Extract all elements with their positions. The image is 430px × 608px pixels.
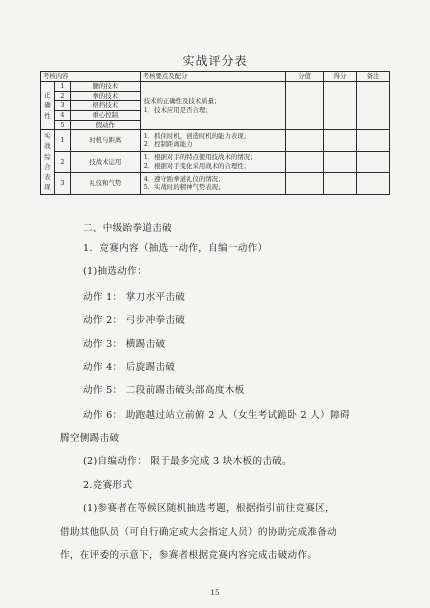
- criteria-cell: 4．遵守跆拳道礼仪的情况； 5．实战时的精神气势表现；: [140, 173, 286, 195]
- score-got-cell: [324, 151, 357, 173]
- remark-cell: [357, 151, 390, 173]
- score-value-cell: [286, 130, 324, 152]
- row-number: 2: [54, 91, 70, 101]
- remark-cell: [357, 82, 390, 130]
- paragraph: 作，在评委的示意下，参赛者根据竞赛内容完成击破动作。: [60, 550, 318, 561]
- criteria-cell: 1．根据对手的特点使用技战术的情况； 2．根据对手变化采用战术的合理性；: [140, 151, 286, 173]
- criteria-cell: 技术的正确性及技术质量； 1．技术应用是否合理；: [140, 82, 286, 130]
- action-item: 动作 5： 二段前踢击破头部高度木板: [83, 385, 245, 396]
- remark-cell: [357, 173, 390, 195]
- paragraph: 2.竞赛形式: [83, 480, 133, 491]
- row-item: 拳的技术: [70, 91, 140, 101]
- header-score-value: 分值: [286, 72, 324, 82]
- table-row: [41, 151, 390, 173]
- row-number: 4: [54, 110, 70, 120]
- header-remark: 备注: [357, 72, 390, 82]
- criteria-cell: 1．抓住时机，创造时机的能力表现； 2．控制距离能力: [140, 130, 286, 152]
- row-item: 时机与距离: [70, 130, 140, 152]
- table-row: [41, 130, 390, 152]
- row-item: 格挡技术: [70, 101, 140, 111]
- action-item-continued: 腾空侧踢击破: [60, 433, 120, 444]
- paragraph: 借助其他队员（可自行确定或大会指定人员）的协助完成准备动: [60, 527, 338, 538]
- row-item: 腿的技术: [70, 82, 140, 92]
- score-got-cell: [324, 82, 357, 130]
- page-number: 15: [210, 589, 220, 597]
- row-number: 2: [54, 151, 70, 173]
- action-item: 动作 1： 掌刀水平击破: [83, 292, 186, 303]
- table-row: [41, 173, 390, 195]
- paragraph: (2)自编动作： 限于最多完成 3 块木板的击破。: [83, 456, 293, 467]
- row-number: 1: [54, 130, 70, 152]
- header-criteria: 考核要点及配分: [140, 72, 286, 82]
- score-table: [40, 71, 390, 195]
- group-label-correctness: 正 确 性: [41, 82, 55, 130]
- table-header-row: [41, 72, 390, 82]
- action-item: 动作 6： 助跑越过站立前俯 2 人（女生考试跪卧 2 人）障碍: [83, 410, 350, 421]
- action-item: 动作 4： 后旋踢击破: [83, 362, 176, 373]
- score-value-cell: [286, 173, 324, 195]
- score-got-cell: [324, 130, 357, 152]
- row-item: 技战术运用: [70, 151, 140, 173]
- row-number: 5: [54, 120, 70, 130]
- row-number: 3: [54, 173, 70, 195]
- action-item: 动作 3： 横踢击破: [83, 339, 166, 350]
- group-label-overall: 实 战 综 合 表 现: [41, 130, 55, 195]
- score-got-cell: [324, 173, 357, 195]
- score-value-cell: [286, 151, 324, 173]
- paragraph: 1．竞赛内容（抽选一动作，自编一动作）: [83, 243, 268, 254]
- section-heading: 二、中级跆拳道击破: [83, 223, 173, 234]
- row-item: 重心控制: [70, 110, 140, 120]
- row-item: 礼仪和气势: [70, 173, 140, 195]
- page-title: 实战评分表: [182, 54, 248, 68]
- header-score-got: 得分: [324, 72, 357, 82]
- table-row: [41, 82, 390, 92]
- header-content: 考核内容: [41, 72, 141, 82]
- paragraph: (1)抽选动作：: [83, 266, 147, 277]
- remark-cell: [357, 130, 390, 152]
- row-number: 1: [54, 82, 70, 92]
- score-value-cell: [286, 82, 324, 130]
- paragraph: (1)参赛者在等候区随机抽选考题，根据指引前往竞赛区，: [83, 503, 335, 514]
- action-item: 动作 2： 弓步冲拳击破: [83, 315, 186, 326]
- row-number: 3: [54, 101, 70, 111]
- row-item: 假动作: [70, 120, 140, 130]
